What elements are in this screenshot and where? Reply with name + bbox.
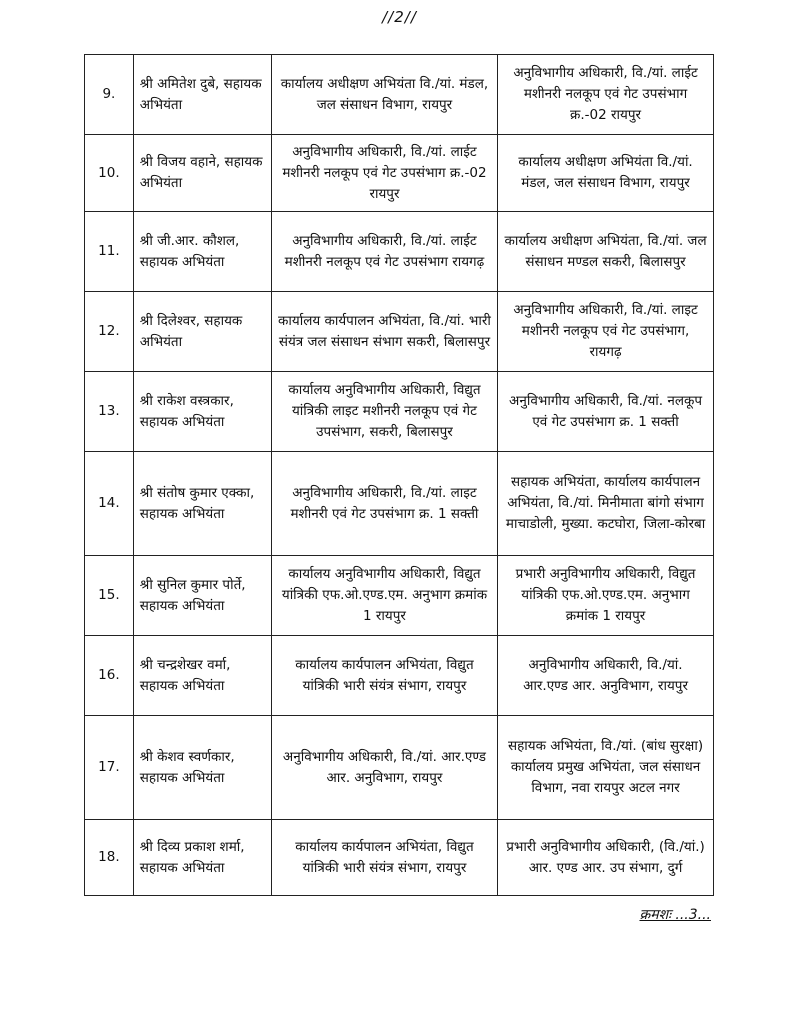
table-row <box>85 452 714 556</box>
officer-name-cell: श्री चन्द्रशेखर वर्मा, सहायक अभियंता <box>133 636 271 716</box>
current-posting-cell: कार्यालय कार्यपालन अभियंता, विद्युत यांत्रिकी भारी संयंत्र संभाग, रायपुर <box>271 820 497 896</box>
serial-number-cell: 9. <box>85 55 134 135</box>
current-posting-cell: कार्यालय कार्यपालन अभियंता, विद्युत यांत्रिकी भारी संयंत्र संभाग, रायपुर <box>271 636 497 716</box>
table-row <box>85 636 714 716</box>
officer-name-cell: श्री विजय वहाने, सहायक अभियंता <box>133 135 271 212</box>
table-row <box>85 716 714 820</box>
new-posting-cell: प्रभारी अनुविभागीय अधिकारी, (वि./यां.) आर. एण्ड आर. उप संभाग, दुर्ग <box>498 820 714 896</box>
serial-number-cell: 15. <box>85 556 134 636</box>
table-row <box>85 55 714 135</box>
officer-name-cell: श्री जी.आर. कौशल, सहायक अभियंता <box>133 212 271 292</box>
officer-name-cell: श्री दिव्य प्रकाश शर्मा, सहायक अभियंता <box>133 820 271 896</box>
table-row <box>85 135 714 212</box>
new-posting-cell: कार्यालय अधीक्षण अभियंता वि./यां. मंडल, जल संसाधन विभाग, रायपुर <box>498 135 714 212</box>
new-posting-cell: सहायक अभियंता, कार्यालय कार्यपालन अभियंता, वि./यां. मिनीमाता बांगो संभाग माचाडोली, मुख्या. कटघोरा, जिला-कोरबा <box>498 452 714 556</box>
officer-name-cell: श्री सुनिल कुमार पोर्ते, सहायक अभियंता <box>133 556 271 636</box>
serial-number-cell: 13. <box>85 372 134 452</box>
table-row <box>85 212 714 292</box>
new-posting-cell: अनुविभागीय अधिकारी, वि./यां. आर.एण्ड आर. अनुविभाग, रायपुर <box>498 636 714 716</box>
current-posting-cell: अनुविभागीय अधिकारी, वि./यां. लाइट मशीनरी एवं गेट उपसंभाग क्र. 1 सक्ती <box>271 452 497 556</box>
new-posting-cell: अनुविभागीय अधिकारी, वि./यां. लाइट मशीनरी नलकूप एवं गेट उपसंभाग, रायगढ़ <box>498 292 714 372</box>
serial-number-cell: 11. <box>85 212 134 292</box>
table-row <box>85 292 714 372</box>
current-posting-cell: अनुविभागीय अधिकारी, वि./यां. लाईट मशीनरी नलकूप एवं गेट उपसंभाग क्र.-02 रायपुर <box>271 135 497 212</box>
current-posting-cell: अनुविभागीय अधिकारी, वि./यां. आर.एण्ड आर. अनुविभाग, रायपुर <box>271 716 497 820</box>
continued-note: क्रमशः ...3... <box>639 907 711 923</box>
officer-name-cell: श्री संतोष कुमार एक्का, सहायक अभियंता <box>133 452 271 556</box>
current-posting-cell: अनुविभागीय अधिकारी, वि./यां. लाईट मशीनरी नलकूप एवं गेट उपसंभाग रायगढ़ <box>271 212 497 292</box>
page-number: //2// <box>382 8 417 26</box>
officer-name-cell: श्री केशव स्वर्णकार, सहायक अभियंता <box>133 716 271 820</box>
serial-number-cell: 16. <box>85 636 134 716</box>
serial-number-cell: 17. <box>85 716 134 820</box>
current-posting-cell: कार्यालय कार्यपालन अभियंता, वि./यां. भारी संयंत्र जल संसाधन संभाग सकरी, बिलासपुर <box>271 292 497 372</box>
new-posting-cell: अनुविभागीय अधिकारी, वि./यां. नलकूप एवं गेट उपसंभाग क्र. 1 सक्ती <box>498 372 714 452</box>
serial-number-cell: 18. <box>85 820 134 896</box>
new-posting-cell: कार्यालय अधीक्षण अभियंता, वि./यां. जल संसाधन मण्डल सकरी, बिलासपुर <box>498 212 714 292</box>
officer-name-cell: श्री दिलेश्वर, सहायक अभियंता <box>133 292 271 372</box>
new-posting-cell: अनुविभागीय अधिकारी, वि./यां. लाईट मशीनरी नलकूप एवं गेट उपसंभाग क्र.-02 रायपुर <box>498 55 714 135</box>
serial-number-cell: 10. <box>85 135 134 212</box>
transfer-table <box>84 54 714 896</box>
serial-number-cell: 14. <box>85 452 134 556</box>
serial-number-cell: 12. <box>85 292 134 372</box>
officer-name-cell: श्री अमितेश दुबे, सहायक अभियंता <box>133 55 271 135</box>
current-posting-cell: कार्यालय अधीक्षण अभियंता वि./यां. मंडल, जल संसाधन विभाग, रायपुर <box>271 55 497 135</box>
new-posting-cell: प्रभारी अनुविभागीय अधिकारी, विद्युत यांत्रिकी एफ.ओ.एण्ड.एम. अनुभाग क्रमांक 1 रायपुर <box>498 556 714 636</box>
current-posting-cell: कार्यालय अनुविभागीय अधिकारी, विद्युत यांत्रिकी एफ.ओ.एण्ड.एम. अनुभाग क्रमांक 1 रायपुर <box>271 556 497 636</box>
table-row <box>85 372 714 452</box>
table-row <box>85 556 714 636</box>
officer-name-cell: श्री राकेश वस्त्रकार, सहायक अभियंता <box>133 372 271 452</box>
current-posting-cell: कार्यालय अनुविभागीय अधिकारी, विद्युत यांत्रिकी लाइट मशीनरी नलकूप एवं गेट उपसंभाग, सकरी, बिलासपुर <box>271 372 497 452</box>
table-row <box>85 820 714 896</box>
new-posting-cell: सहायक अभियंता, वि./यां. (बांध सुरक्षा) कार्यालय प्रमुख अभियंता, जल संसाधन विभाग, नवा रायपुर अटल नगर <box>498 716 714 820</box>
